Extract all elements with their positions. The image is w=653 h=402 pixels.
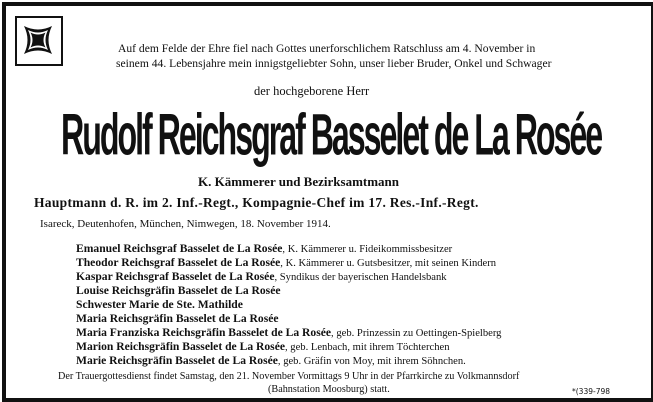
reference-number: *(339-798: [572, 387, 611, 396]
deceased-name: Rudolf Reichsgraf Basselet de La Rosée: [61, 103, 602, 168]
mourner-name: Marion Reichsgräfin Basselet de La Rosée: [76, 340, 285, 353]
honorific: der hochgeborene Herr: [254, 84, 370, 98]
intro-line-1: Auf dem Felde der Ehre fiel nach Gottes unerforschlichem Ratschluss am 4. November in: [118, 42, 536, 55]
notice-border: [2, 2, 653, 402]
mourner-line: [76, 326, 501, 341]
mourner-line: [76, 298, 243, 313]
mourner-name: Marie Reichsgräfin Basselet de La Rosée: [76, 354, 278, 367]
mourner-name: Schwester Marie de Ste. Mathilde: [76, 298, 243, 311]
mourner-line: [76, 242, 452, 257]
iron-cross-box: [15, 16, 63, 66]
mourner-name: Maria Reichsgräfin Basselet de La Rosée: [76, 312, 279, 325]
title-line-1: K. Kämmerer und Bezirksamtmann: [198, 174, 400, 189]
mourner-line: [76, 354, 466, 369]
mourner-line: [76, 340, 450, 355]
iron-cross-icon: [20, 22, 56, 58]
footer-service-line-1: Der Trauergottesdienst findet Samstag, den 21. November Vormittags 9 Uhr in der Pfarrkirche zu Volkmannsdorf: [58, 371, 520, 382]
mourner-name: Louise Reichsgräfin Basselet de La Rosée: [76, 284, 281, 297]
footer-service-line-2: (Bahnstation Moosburg) statt.: [268, 384, 390, 395]
mourner-detail: , geb. Gräfin von Moy, mit ihrem Söhnchen.: [277, 356, 466, 367]
mourner-detail: , geb. Prinzessin zu Oettingen-Spielberg: [331, 328, 502, 339]
place-and-date: Isareck, Deutenhofen, München, Nimwegen, 18. November 1914.: [40, 218, 331, 230]
mourner-line: [76, 284, 281, 299]
mourner-name: Theodor Reichsgraf Basselet de La Rosée: [76, 256, 281, 269]
mourner-line: [76, 270, 447, 285]
mourner-name: Maria Franziska Reichsgräfin Basselet de La Rosée: [76, 326, 332, 339]
mourner-line: [76, 312, 279, 327]
intro-line-2: seinem 44. Lebensjahre mein innigstgeliebter Sohn, unser lieber Bruder, Onkel und Schwager: [116, 57, 552, 70]
mourner-detail: , K. Kämmerer u. Fideikommissbesitzer: [282, 244, 453, 255]
mourner-line: [76, 256, 496, 271]
title-line-2: Hauptmann d. R. im 2. Inf.-Regt., Kompagnie-Chef im 17. Res.-Inf.-Regt.: [34, 195, 479, 210]
mourner-detail: , geb. Lenbach, mit ihrem Töchterchen: [284, 342, 450, 353]
mourner-name: Kaspar Reichsgraf Basselet de La Rosée: [76, 270, 275, 283]
mourner-detail: , Syndikus der bayerischen Handelsbank: [274, 272, 447, 283]
mourner-name: Emanuel Reichsgraf Basselet de La Rosée: [76, 242, 283, 255]
mourner-detail: , K. Kämmerer u. Gutsbesitzer, mit seinen Kindern: [280, 258, 497, 269]
